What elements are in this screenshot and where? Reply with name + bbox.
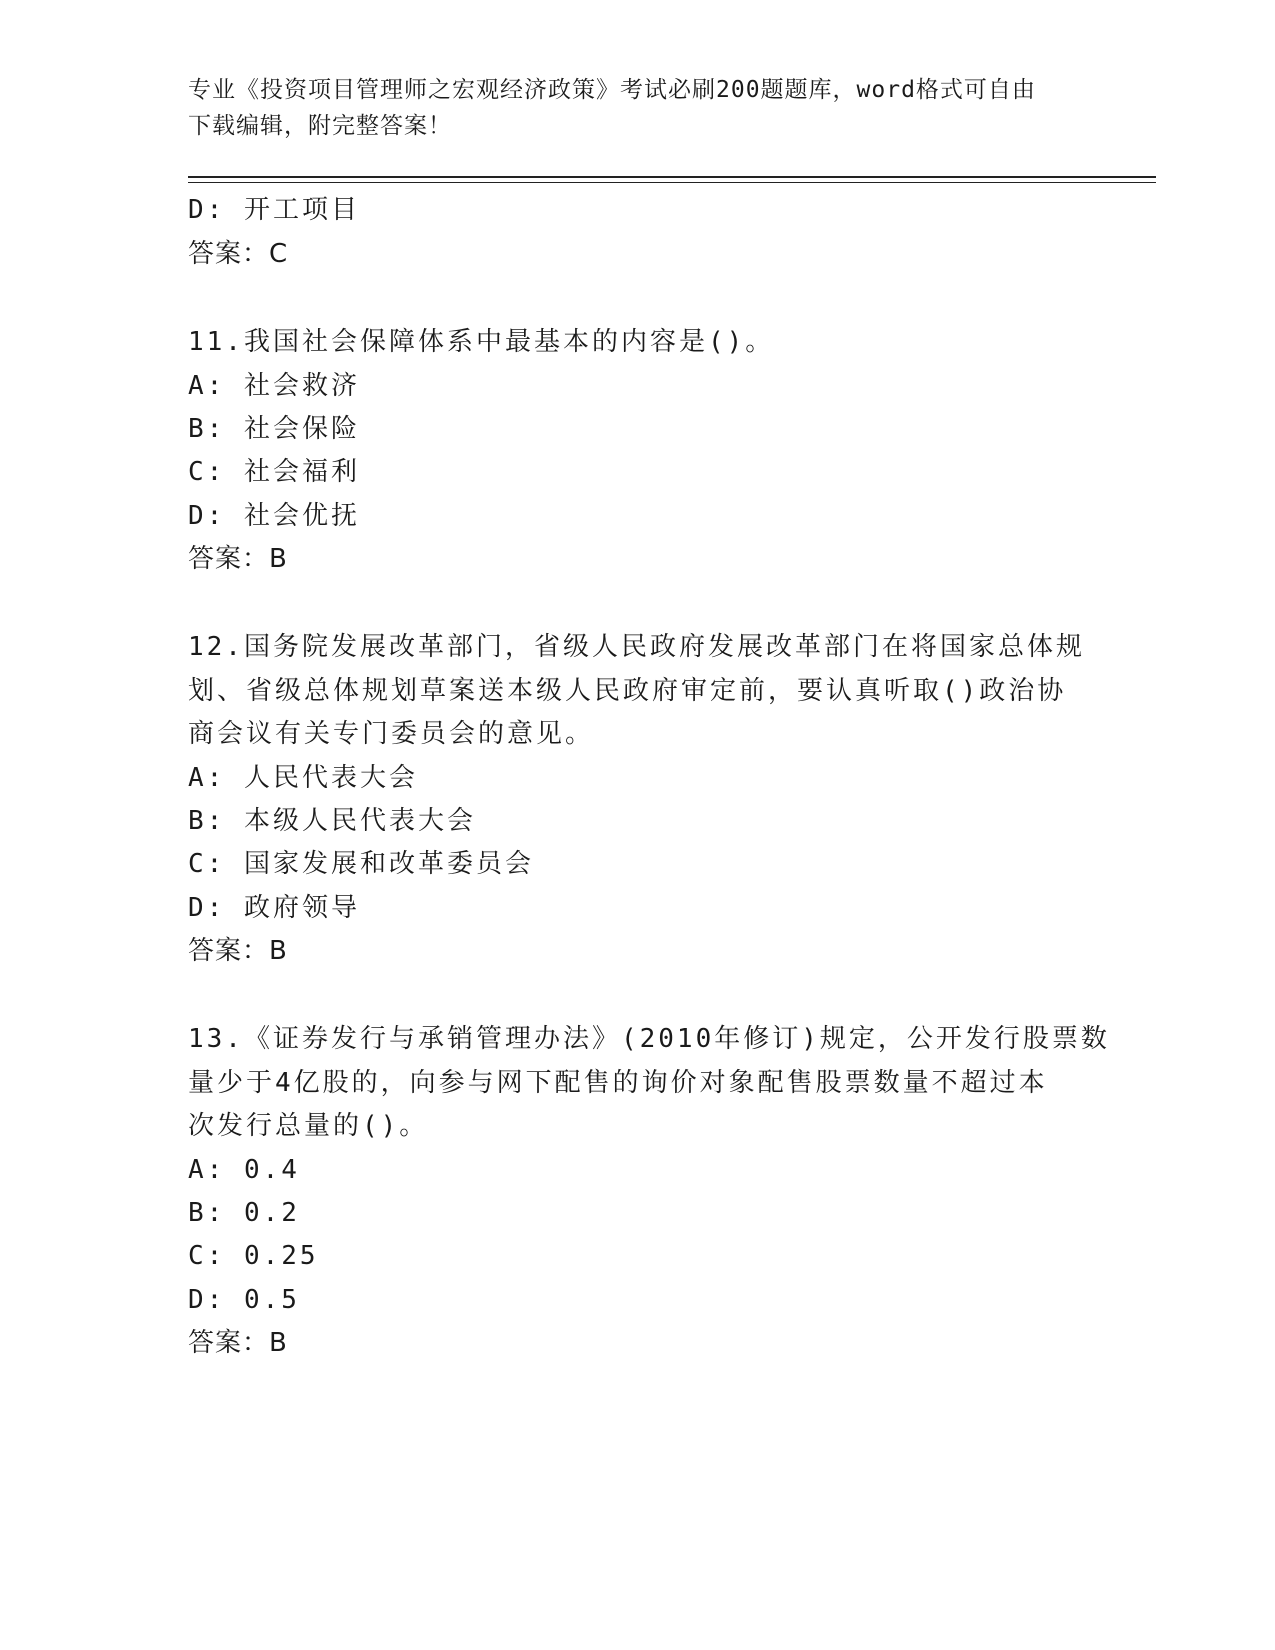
q11-option-c: C: 社会福利 [188, 457, 360, 487]
q12-stem-line-3: 商会议有关专门委员会的意见。 [188, 719, 595, 749]
q11-stem-line-1: 11.我国社会保障体系中最基本的内容是()。 [188, 327, 775, 357]
q12-option-b: B: 本级人民代表大会 [188, 806, 476, 836]
q13-stem-line-3: 次发行总量的()。 [188, 1111, 429, 1141]
q11-option-a: A: 社会救济 [188, 371, 360, 401]
prev-option-d: D: 开工项目 [188, 195, 360, 225]
q12-option-d: D: 政府领导 [188, 893, 360, 923]
q13-stem-line-1: 13.《证券发行与承销管理办法》(2010年修订)规定，公开发行股票数 [188, 1024, 1110, 1054]
q12-stem-line-2: 划、省级总体规划草案送本级人民政府审定前，要认真听取()政治协 [188, 676, 1067, 706]
q13-option-b: B: 0.2 [188, 1198, 300, 1228]
header-divider-thin [188, 182, 1156, 183]
prev-answer: 答案：C [188, 239, 289, 269]
q13-stem-line-2: 量少于4亿股的，向参与网下配售的询价对象配售股票数量不超过本 [188, 1068, 1048, 1098]
document-header [188, 72, 1088, 144]
q12-option-c: C: 国家发展和改革委员会 [188, 849, 534, 879]
q13-option-a: A: 0.4 [188, 1155, 300, 1185]
q13-option-d: D: 0.5 [188, 1285, 300, 1315]
header-line-2: 下载编辑，附完整答案！ [188, 113, 452, 139]
q11-option-d: D: 社会优抚 [188, 501, 360, 531]
q11-option-b: B: 社会保险 [188, 414, 360, 444]
q13-answer: 答案：B [188, 1328, 288, 1358]
header-line-1: 专业《投资项目管理师之宏观经济政策》考试必刷200题题库，word格式可自由 [188, 77, 1036, 103]
header-divider-thick [188, 176, 1156, 178]
q12-answer: 答案：B [188, 936, 288, 966]
q12-option-a: A: 人民代表大会 [188, 763, 418, 793]
q13-option-c: C: 0.25 [188, 1241, 319, 1271]
q11-answer: 答案：B [188, 544, 288, 574]
q12-stem-line-1: 12.国务院发展改革部门，省级人民政府发展改革部门在将国家总体规 [188, 632, 1085, 662]
